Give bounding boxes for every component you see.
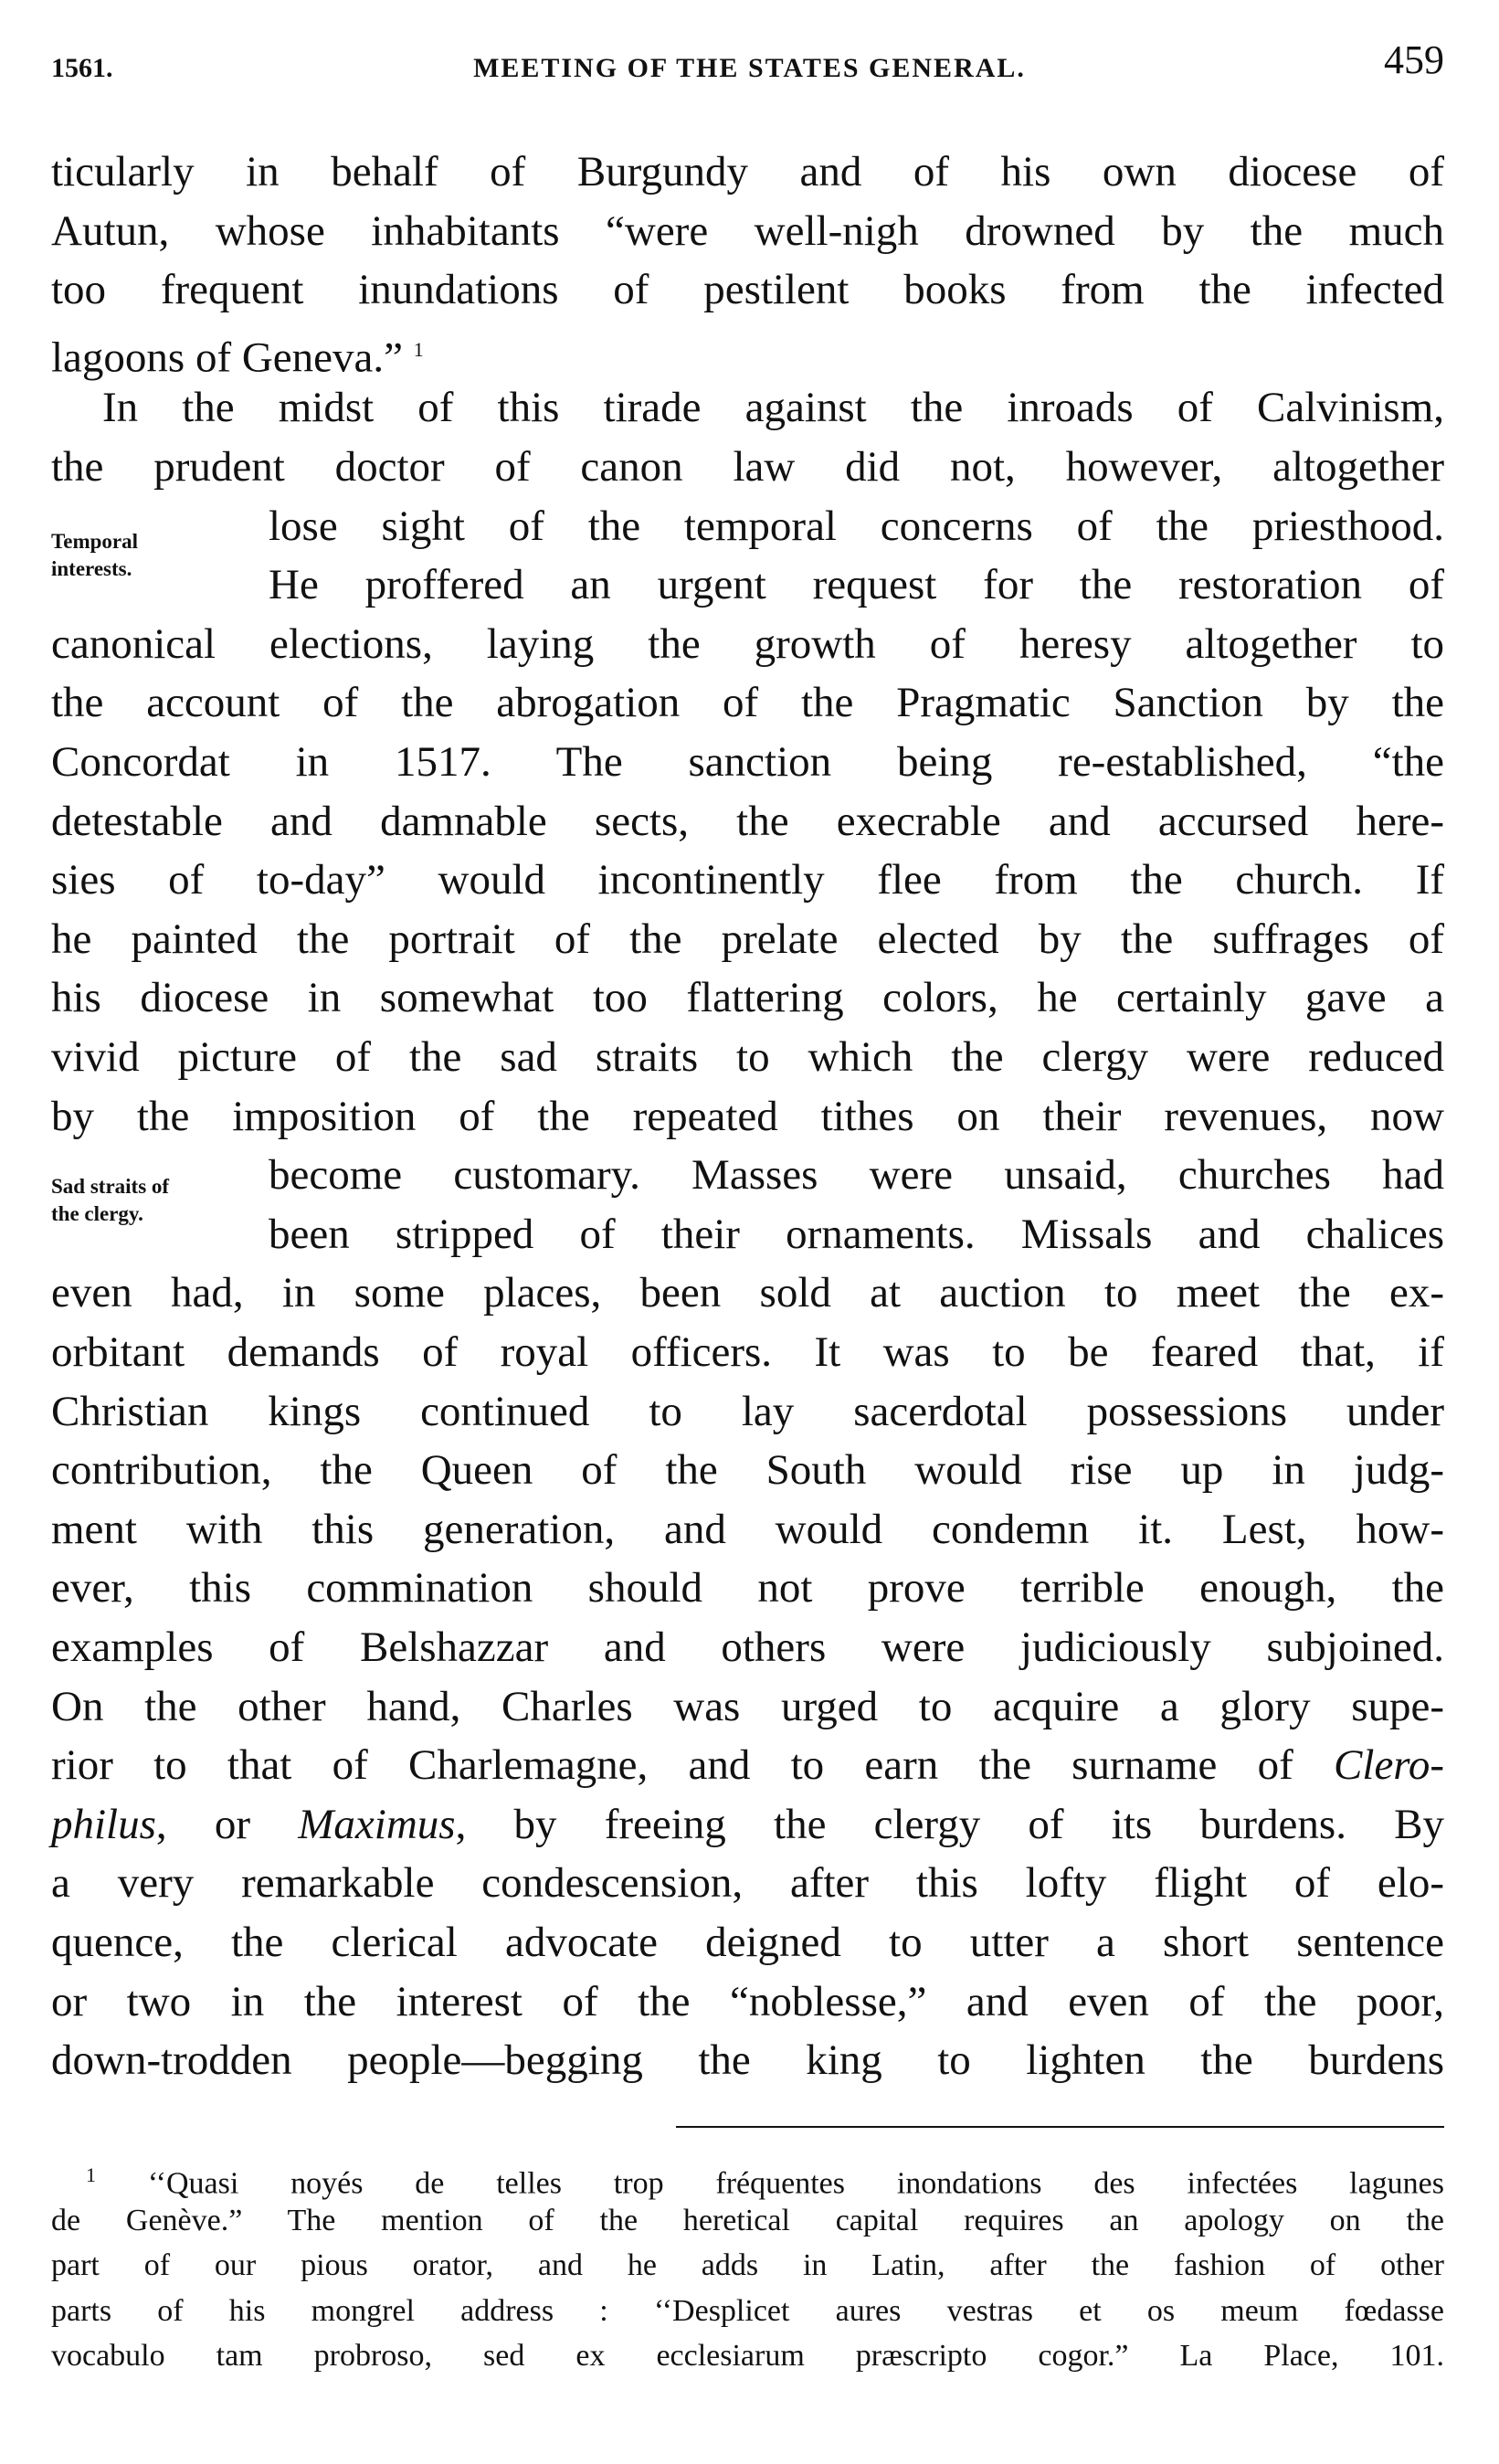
text-line xyxy=(51,910,1444,969)
footnote-text: vocabulo tam probroso, sed ex ecclesiarum præscripto cogor.” La Place, 101. xyxy=(51,2339,1444,2373)
text-line xyxy=(51,615,1444,674)
text-line xyxy=(51,792,1444,851)
text-line xyxy=(51,733,1444,792)
text-line xyxy=(51,2031,1444,2090)
text: canonical elections, laying the growth of heresy altogether to xyxy=(51,619,1444,668)
text: ticularly in behalf of Burgundy and of his own diocese of xyxy=(51,148,1444,196)
text-line xyxy=(51,1559,1444,1618)
running-head-title: MEETING OF THE STATES GENERAL. xyxy=(473,53,1026,83)
text-line xyxy=(51,1264,1444,1323)
text: Christian kings continued to lay sacerdotal possessions under xyxy=(51,1387,1444,1435)
text: vivid picture of the sad straits to which the clergy were reduced xyxy=(51,1033,1444,1081)
text-line xyxy=(51,968,1444,1028)
text: lose sight of the temporal concerns of the priesthood. xyxy=(269,502,1444,550)
footnote-line xyxy=(86,2152,1445,2201)
text-line xyxy=(51,438,1444,497)
text-line xyxy=(51,202,1444,261)
footnote-rule xyxy=(676,2126,1444,2128)
margin-note-line: Temporal xyxy=(51,530,138,553)
margin-note-line: the clergy. xyxy=(51,1202,143,1225)
text-line xyxy=(51,1736,1444,1795)
text: detestable and damnable sects, the execrable and accursed here- xyxy=(51,797,1444,845)
text-line xyxy=(51,1441,1444,1500)
text-line xyxy=(51,1677,1444,1737)
text: sies of to-day” would incontinently flee from the church. If xyxy=(51,856,1444,904)
text: the account of the abrogation of the Pragmatic Sanction by the xyxy=(51,679,1444,727)
margin-note-temporal-interests xyxy=(51,528,138,583)
footnote-marker: 1 xyxy=(86,2163,96,2186)
text: contribution, the Queen of the South would rise up in judg- xyxy=(51,1446,1444,1495)
text: rior to that of Charlemagne, and to earn the surname of xyxy=(51,1741,1335,1790)
text-line xyxy=(51,1972,1444,2032)
margin-note-sad-straits xyxy=(51,1173,169,1228)
text-line xyxy=(51,1028,1444,1087)
footnote-text: parts of his mongrel address : ‘‘Desplicet aures vestras et os meum fœdasse xyxy=(51,2293,1444,2328)
footnote-reference: 1 xyxy=(413,337,424,361)
italic-text: Clero- xyxy=(1334,1741,1444,1790)
running-head-year: 1561. xyxy=(51,53,113,83)
text-line xyxy=(51,143,1444,202)
text: , or xyxy=(155,1800,299,1848)
text: even had, in some places, been sold at auction to meet the ex- xyxy=(51,1269,1444,1317)
text-line xyxy=(269,555,1444,615)
text: examples of Belshazzar and others were judiciously subjoined. xyxy=(51,1623,1444,1671)
text: he painted the portrait of the prelate elected by the suffrages of xyxy=(51,915,1444,963)
text: too frequent inundations of pestilent books from the infected xyxy=(51,266,1444,314)
footnote-line xyxy=(51,2198,1444,2244)
page-number: 459 xyxy=(1384,37,1444,82)
text: been stripped of their ornaments. Missals and chalices xyxy=(269,1210,1444,1258)
text: ever, this commination should not prove terrible enough, the xyxy=(51,1564,1444,1613)
text-line xyxy=(269,497,1444,556)
text: become customary. Masses were unsaid, churches had xyxy=(269,1151,1444,1200)
margin-note-line: Sad straits of xyxy=(51,1175,170,1198)
text-line xyxy=(51,1087,1444,1147)
text-line xyxy=(51,1795,1444,1855)
text: ment with this generation, and would condemn it. Lest, how- xyxy=(51,1505,1444,1553)
text: On the other hand, Charles was urged to acquire a glory supe- xyxy=(51,1682,1444,1730)
footnote-text: ‘‘Quasi noyés de telles trop fréquentes inondations des infectées lagunes xyxy=(147,2166,1445,2201)
text: a very remarkable condescension, after this lofty flight of elo- xyxy=(51,1859,1444,1908)
text: lagoons of Geneva.” xyxy=(51,333,403,382)
text-line xyxy=(51,260,1444,320)
text-line xyxy=(269,1205,1444,1264)
text: Concordat in 1517. The sanction being re-established, “the xyxy=(51,738,1444,786)
text-line xyxy=(269,1146,1444,1205)
footnote-line xyxy=(51,2289,1444,2334)
text: his diocese in somewhat too flattering colors, he certainly gave a xyxy=(51,974,1444,1022)
text-line xyxy=(51,1382,1444,1442)
footnote-text: de Genève.” The mention of the heretical capital requires an apology on the xyxy=(51,2203,1444,2237)
text: orbitant demands of royal officers. It was to be feared that, if xyxy=(51,1328,1444,1376)
footnote-line xyxy=(51,2243,1444,2289)
footnote-line xyxy=(51,2333,1444,2379)
text-line xyxy=(51,851,1444,910)
text-line xyxy=(51,1500,1444,1560)
text: down-trodden people—begging the king to lighten the burdens xyxy=(51,2036,1444,2085)
text: or two in the interest of the “noblesse,” and even of the poor, xyxy=(51,1977,1444,2025)
text-line xyxy=(51,1618,1444,1677)
text: the prudent doctor of canon law did not, however, altogether xyxy=(51,443,1444,491)
text-line xyxy=(51,1323,1444,1382)
text-line xyxy=(51,1913,1444,1972)
text-line xyxy=(51,320,1444,382)
text-line xyxy=(51,1854,1444,1913)
text: quence, the clerical advocate deigned to utter a short sentence xyxy=(51,1919,1444,1966)
footnote-text: part of our pious orator, and he adds in Latin, after the fashion of other xyxy=(51,2248,1444,2282)
italic-text: Maximus xyxy=(298,1800,456,1848)
text: Autun, whose inhabitants “were well-nigh drowned by the much xyxy=(51,206,1444,255)
margin-note-line: interests. xyxy=(51,557,132,580)
text: by the imposition of the repeated tithes on their revenues, now xyxy=(51,1092,1444,1140)
text: He proffered an urgent request for the restoration of xyxy=(269,561,1444,609)
text: In the midst of this tirade against the inroads of Calvinism, xyxy=(102,384,1444,432)
text-line xyxy=(51,673,1444,733)
text: , by freeing the clergy of its burdens. By xyxy=(455,1800,1445,1848)
italic-text: philus xyxy=(51,1800,156,1848)
text-line xyxy=(102,378,1444,438)
